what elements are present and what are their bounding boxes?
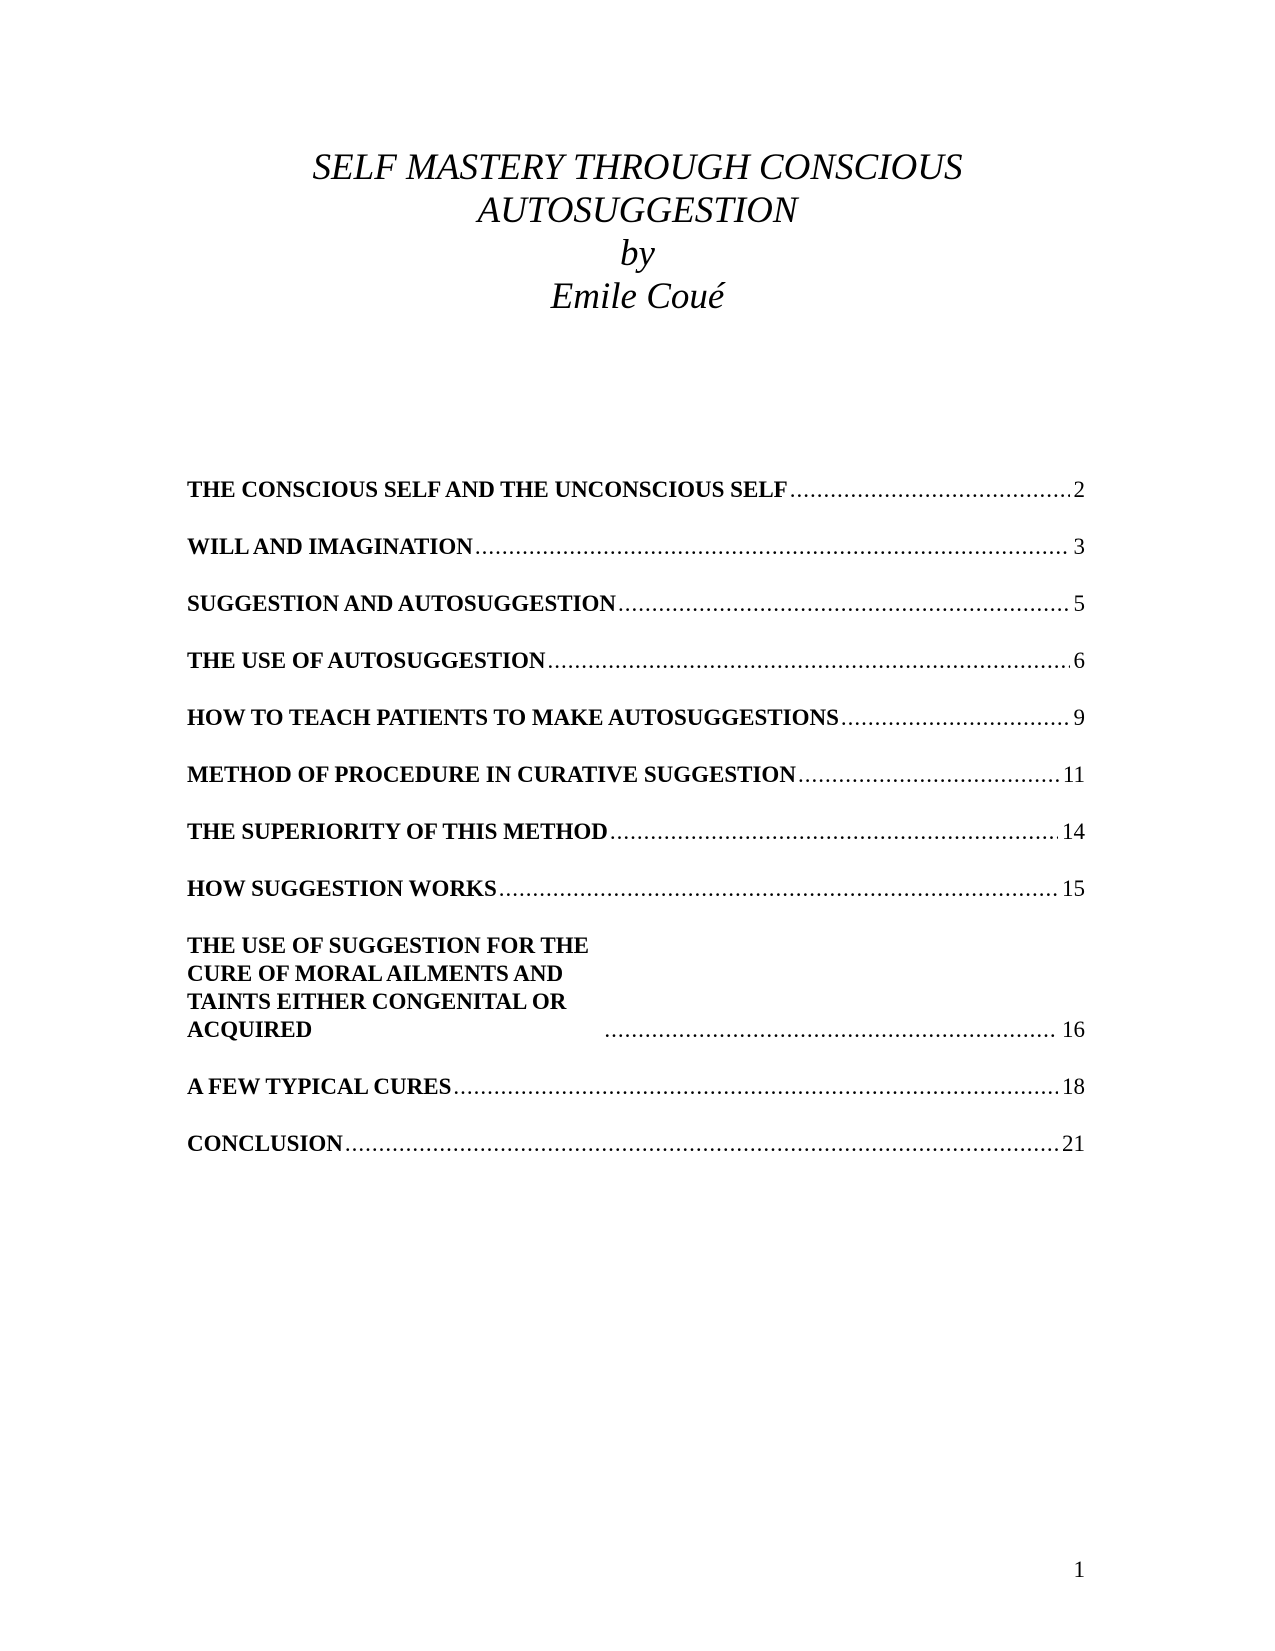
toc-entry[interactable]	[187, 1130, 1085, 1158]
toc-leader-dots	[604, 1016, 1058, 1044]
toc-entry-page: 9	[1073, 705, 1085, 730]
toc-leader-dots	[499, 875, 1058, 903]
toc-entry[interactable]	[187, 476, 1085, 504]
toc-leader-dots	[548, 647, 1070, 675]
document-title	[0, 146, 1275, 318]
toc-entry-page: 5	[1073, 591, 1085, 616]
toc-entry-title: CONCLUSION	[187, 1131, 343, 1156]
author-name: Emile Coué	[550, 276, 725, 317]
toc-entry[interactable]	[187, 533, 1085, 561]
toc-entry-title: HOW TO TEACH PATIENTS TO MAKE AUTOSUGGESTIONS	[187, 705, 839, 730]
toc-entry-title: METHOD OF PROCEDURE IN CURATIVE SUGGESTION	[187, 762, 796, 787]
toc-entry-title: WILL AND IMAGINATION	[187, 534, 473, 559]
toc-entry-title: THE CONSCIOUS SELF AND THE UNCONSCIOUS SELF	[187, 477, 788, 502]
toc-leader-dots	[453, 1073, 1058, 1101]
toc-entry-title: THE USE OF AUTOSUGGESTION	[187, 648, 546, 673]
toc-leader-dots	[475, 533, 1070, 561]
toc-entry-page: 21	[1062, 1131, 1085, 1156]
toc-entry-page: 11	[1062, 762, 1085, 787]
toc-entry[interactable]	[187, 875, 1085, 903]
toc-leader-dots	[618, 590, 1069, 618]
table-of-contents	[187, 476, 1085, 1187]
toc-entry[interactable]	[187, 932, 1085, 1044]
toc-entry[interactable]	[187, 761, 1085, 789]
toc-entry-page: 16	[1062, 1017, 1085, 1042]
toc-entry[interactable]	[187, 818, 1085, 846]
toc-entry[interactable]	[187, 1073, 1085, 1101]
title-line-2: AUTOSUGGESTION	[477, 190, 798, 231]
toc-entry[interactable]	[187, 590, 1085, 618]
toc-leader-dots	[345, 1130, 1058, 1158]
toc-entry[interactable]	[187, 704, 1085, 732]
toc-entry[interactable]	[187, 647, 1085, 675]
toc-leader-dots	[790, 476, 1070, 504]
toc-entry-page: 2	[1073, 477, 1085, 502]
toc-entry-page: 3	[1073, 534, 1085, 559]
toc-entry-page: 14	[1062, 819, 1085, 844]
toc-entry-title: SUGGESTION AND AUTOSUGGESTION	[187, 591, 617, 616]
toc-entry-title: THE SUPERIORITY OF THIS METHOD	[187, 819, 608, 844]
toc-entry-title: THE USE OF SUGGESTION FOR THE CURE OF MORAL AILMENTS AND TAINTS EITHER CONGENITAL OR ACQUIRED	[187, 933, 589, 1042]
toc-entry-page: 18	[1062, 1074, 1085, 1099]
page-number: 1	[1073, 1557, 1085, 1582]
toc-leader-dots	[610, 818, 1058, 846]
title-line-1: SELF MASTERY THROUGH CONSCIOUS	[312, 147, 963, 188]
toc-leader-dots	[841, 704, 1070, 732]
toc-leader-dots	[798, 761, 1059, 789]
toc-entry-title: HOW SUGGESTION WORKS	[187, 876, 497, 901]
toc-entry-page: 15	[1062, 876, 1085, 901]
toc-entry-title: A FEW TYPICAL CURES	[187, 1074, 452, 1099]
title-by: by	[620, 233, 655, 274]
toc-entry-page: 6	[1073, 648, 1085, 673]
